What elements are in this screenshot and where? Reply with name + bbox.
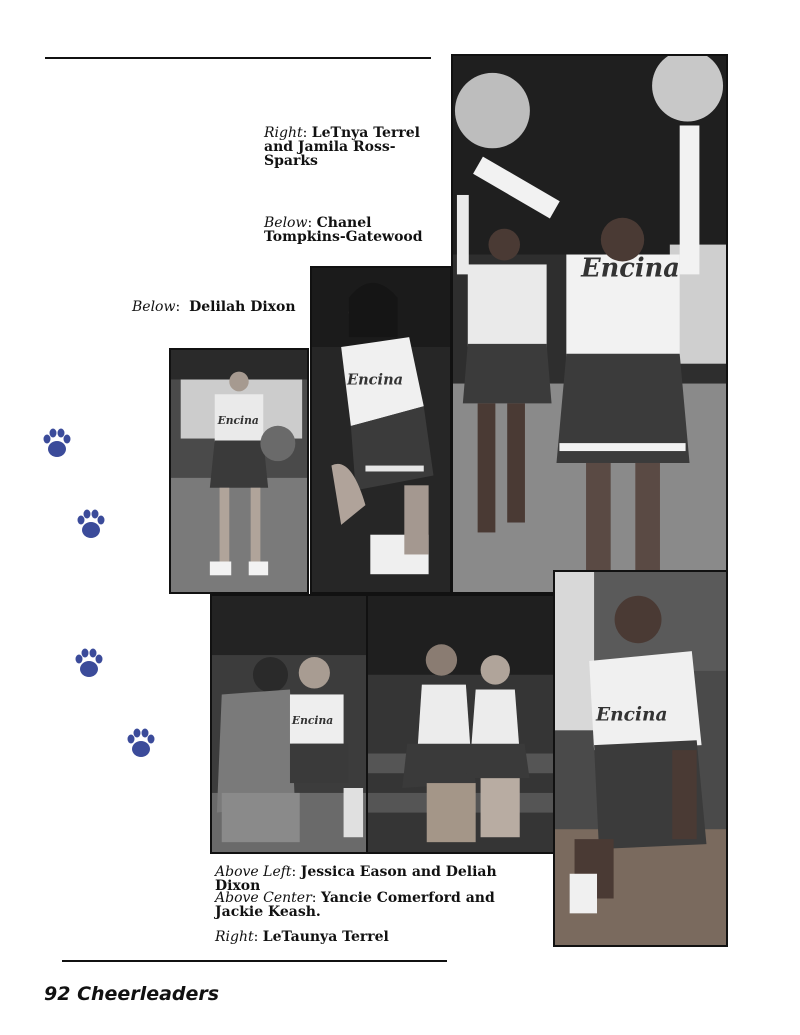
page-footer (44, 983, 219, 1005)
section-title: Cheerleaders (77, 983, 220, 1005)
caption-names: Delilah Dixon (189, 299, 296, 315)
svg-text:Encina: Encina (596, 703, 668, 726)
photo-comerford-keash (366, 594, 556, 854)
svg-text:Encina: Encina (346, 371, 404, 389)
page-number: 92 (44, 983, 71, 1005)
bottom-rule (62, 960, 447, 962)
caption-names: Yancie Comerford and Jackie Keash. (215, 890, 495, 920)
uniform-text: Encina (581, 253, 680, 284)
caption-names: LeTaunya Terrel (262, 929, 389, 945)
caption-lead: Right (264, 125, 303, 141)
caption-bottom-right: Right: LeTaunya Terrel (215, 929, 389, 945)
caption-lead: Right (215, 929, 254, 945)
caption-lead: Above Left (215, 864, 292, 880)
photo-eason-dixon (210, 594, 368, 854)
svg-text:Encina: Encina (217, 413, 259, 427)
caption-names: Chanel Tompkins-Gatewood (264, 215, 423, 245)
caption-lead: Below (264, 215, 308, 231)
photo-tompkins-gatewood (310, 266, 452, 594)
caption-above-left: Above Left: Jessica Eason and Deliah Dixon (215, 864, 497, 894)
paw-print-icon (124, 727, 158, 761)
paw-print-icon (40, 427, 74, 461)
photo-letaunya-terrel (553, 570, 728, 947)
caption-names: Jessica Eason and Deliah Dixon (215, 864, 497, 894)
caption-top-right: Right: LeTnya Terrel and Jamila Ross-Sparks (264, 125, 420, 169)
top-rule (45, 57, 431, 59)
caption-lead: Below (132, 299, 176, 315)
caption-above-center: Above Center: Yancie Comerford and Jackie Keash. (215, 890, 495, 920)
caption-top-below: Below: Chanel Tompkins-Gatewood (264, 215, 423, 245)
svg-text:Encina: Encina (291, 713, 334, 728)
photo-delilah-dixon (169, 348, 309, 594)
caption-left-below: Below: Delilah Dixon (132, 299, 296, 315)
paw-print-icon (72, 647, 106, 681)
photo-terrel-ross-sparks (451, 54, 728, 594)
caption-names: LeTnya Terrel and Jamila Ross-Sparks (264, 125, 420, 169)
caption-lead: Above Center (215, 890, 312, 906)
paw-print-icon (74, 508, 108, 542)
